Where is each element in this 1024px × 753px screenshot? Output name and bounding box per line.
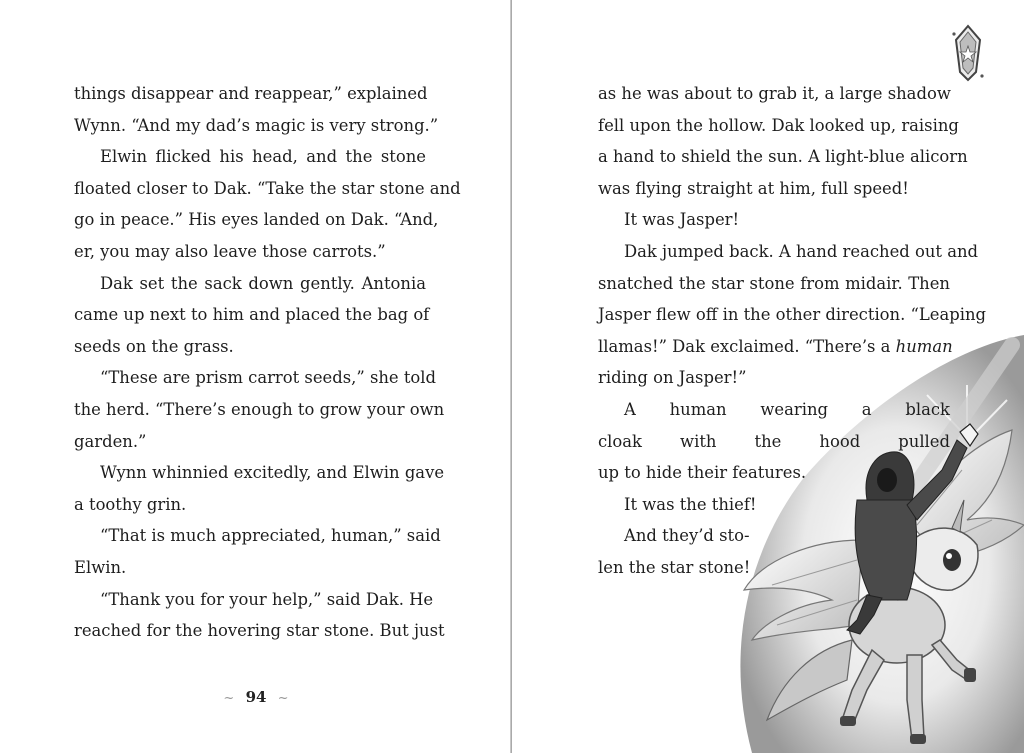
text-line: Elwin flicked his head, and the stone <box>100 147 426 167</box>
text-line: Dak set the sack down gently. Antonia <box>100 273 426 293</box>
folio-flourish-right: ~ <box>277 691 289 706</box>
page-number-folio <box>218 688 294 706</box>
left-page-text <box>74 78 461 647</box>
text-line: A human wearing a black <box>624 399 950 419</box>
text-line: things disappear and reappear,” explained <box>74 84 428 103</box>
left-page <box>0 0 511 753</box>
text-line: Dak jumped back. A hand reached out and <box>624 241 979 261</box>
text-line: up to hide their features. <box>598 463 807 483</box>
text-line: er, you may also leave those carrots.” <box>74 241 386 261</box>
emphasis-word: human <box>895 336 953 356</box>
text-line: snatched the star stone from midair. Then <box>598 273 950 293</box>
text-line: floated closer to Dak. “Take the star stone and <box>74 178 461 198</box>
folio-flourish-left: ~ <box>223 691 235 706</box>
text-line: Wynn. “And my dad’s magic is very strong.” <box>74 115 439 135</box>
text-line: seeds on the grass. <box>74 336 234 356</box>
text-line: “That is much appreciated, human,” said <box>100 526 441 546</box>
text-line: Jasper flew off in the other direction. “Leaping <box>598 305 987 325</box>
text-line: was flying straight at him, full speed! <box>598 178 909 198</box>
right-page-text <box>598 78 987 584</box>
text-line: reached for the hovering star stone. But just <box>74 621 445 641</box>
page-number: 94 <box>245 688 267 706</box>
text-line: And they’d sto- <box>624 526 750 546</box>
text-line: came up next to him and placed the bag of <box>74 305 430 325</box>
text-line: the herd. “There’s enough to grow your own <box>74 399 445 419</box>
text-line: “These are prism carrot seeds,” she told <box>100 368 437 388</box>
text-line: go in peace.” His eyes landed on Dak. “And, <box>74 210 439 230</box>
text-line: as he was about to grab it, a large shadow <box>598 84 951 103</box>
star-stone-gem-icon <box>950 20 986 84</box>
text-line: a toothy grin. <box>74 494 187 514</box>
text-line: garden.” <box>74 431 147 451</box>
text-line: cloak with the hood pulled <box>598 431 950 451</box>
text-line: It was the thief! <box>624 494 757 514</box>
right-page <box>512 0 1024 753</box>
text-line: Wynn whinnied excitedly, and Elwin gave <box>100 463 445 483</box>
text-line: It was Jasper! <box>624 210 740 230</box>
text-line: len the star stone! <box>598 557 751 577</box>
text-line: Elwin. <box>74 557 127 577</box>
text-line: llamas!” Dak exclaimed. “There’s a human <box>598 336 953 356</box>
text-line: “Thank you for your help,” said Dak. He <box>100 589 434 609</box>
text-line: riding on Jasper!” <box>598 368 747 388</box>
text-line: fell upon the hollow. Dak looked up, raising <box>598 115 959 135</box>
text-line: a hand to shield the sun. A light-blue alicorn <box>598 147 968 167</box>
